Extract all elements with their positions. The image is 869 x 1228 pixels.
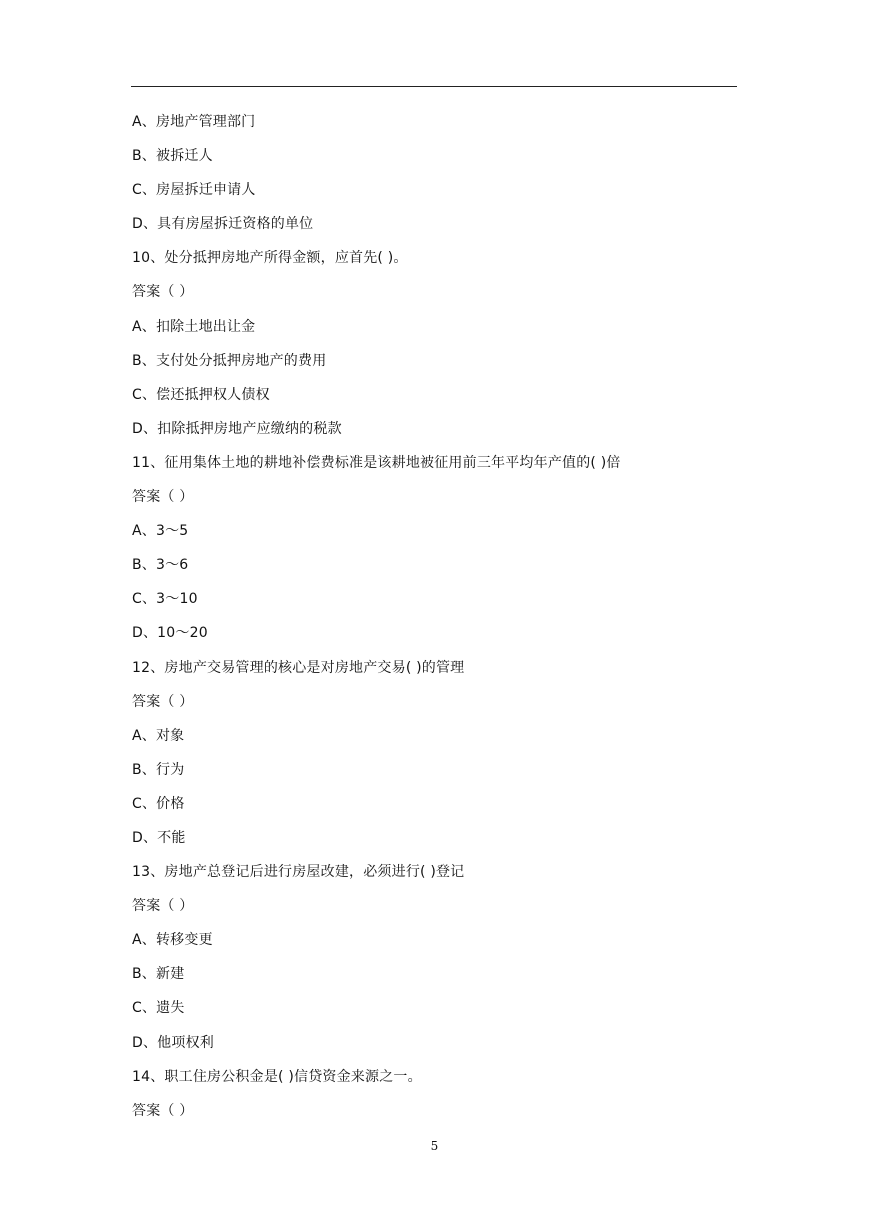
option-line: B、3～6 <box>132 557 189 574</box>
option-line: D、扣除抵押房地产应缴纳的税款 <box>132 420 342 437</box>
option-line: A、扣除土地出让金 <box>132 318 256 335</box>
answer-line: 答案（ ） <box>132 284 194 301</box>
question-line: 10、处分抵押房地产所得金额，应首先( )。 <box>132 250 408 267</box>
option-line: C、遗失 <box>132 1000 185 1017</box>
option-line: B、行为 <box>132 761 185 778</box>
answer-line: 答案（ ） <box>132 898 194 915</box>
page-number: 5 <box>430 1139 439 1153</box>
option-line: D、他项权利 <box>132 1034 214 1051</box>
option-line: B、被拆迁人 <box>132 148 213 165</box>
question-line: 12、房地产交易管理的核心是对房地产交易( )的管理 <box>132 659 465 676</box>
option-line: A、3～5 <box>132 523 189 540</box>
option-line: C、偿还抵押权人债权 <box>132 386 270 403</box>
document-body <box>132 111 732 1134</box>
option-line: D、具有房屋拆迁资格的单位 <box>132 216 314 233</box>
answer-line: 答案（ ） <box>132 489 194 506</box>
option-line: C、价格 <box>132 795 185 812</box>
option-line: D、不能 <box>132 829 186 846</box>
option-line: C、3～10 <box>132 591 198 608</box>
question-line: 14、职工住房公积金是( )信贷资金来源之一。 <box>132 1068 422 1085</box>
option-line: D、10～20 <box>132 625 208 642</box>
option-line: B、新建 <box>132 966 185 983</box>
option-line: A、转移变更 <box>132 932 213 949</box>
option-line: A、房地产管理部门 <box>132 114 256 130</box>
answer-line: 答案（ ） <box>132 693 194 710</box>
question-line: 13、房地产总登记后进行房屋改建，必须进行( )登记 <box>132 864 465 881</box>
answer-line: 答案（ ） <box>132 1102 194 1119</box>
question-line: 11、征用集体土地的耕地补偿费标准是该耕地被征用前三年平均年产值的( )倍 <box>132 454 621 471</box>
option-line: B、支付处分抵押房地产的费用 <box>132 352 327 369</box>
header-rule <box>131 86 737 87</box>
option-line: C、房屋拆迁申请人 <box>132 182 256 199</box>
option-line: A、对象 <box>132 727 185 744</box>
